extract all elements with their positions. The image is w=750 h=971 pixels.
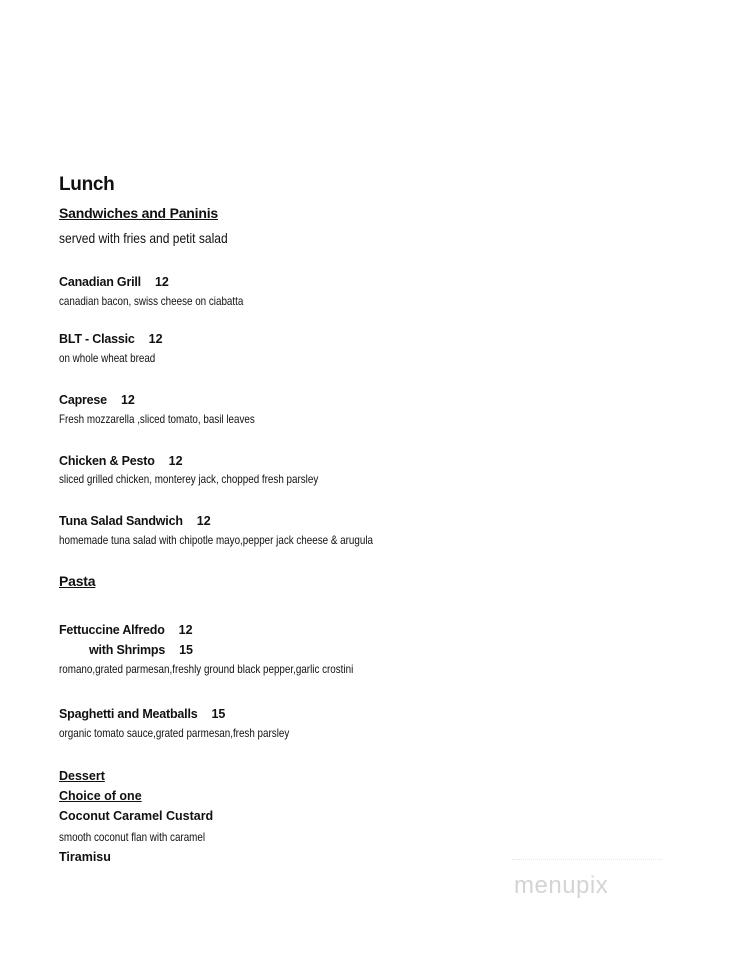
dessert-item-name: Coconut Caramel Custard [59, 809, 214, 823]
menu-item [59, 330, 163, 348]
item-name: Canadian Grill [59, 275, 141, 289]
item-price: 12 [178, 623, 193, 637]
item-description: sliced grilled chicken, monterey jack, chopped fresh parsley [59, 472, 319, 486]
item-price: 12 [120, 393, 135, 407]
item-name: Chicken & Pesto [59, 454, 155, 468]
menu-item [59, 391, 135, 409]
item-name: Caprese [59, 393, 107, 407]
menu-item [59, 621, 193, 639]
item-description: organic tomato sauce,grated parmesan,fresh parsley [59, 726, 290, 740]
menu-item [59, 705, 225, 723]
section-subtitle: served with fries and petit salad [59, 230, 228, 246]
item-name: Fettuccine Alfredo [59, 623, 165, 637]
item-description: homemade tuna salad with chipotle mayo,pepper jack cheese & arugula [59, 533, 373, 547]
section-heading-dessert: Dessert [59, 769, 105, 783]
item-description: romano,grated parmesan,freshly ground black pepper,garlic crostini [59, 662, 354, 676]
section-heading-sandwiches: Sandwiches and Paninis [59, 205, 218, 221]
item-description: canadian bacon, swiss cheese on ciabatta [59, 294, 244, 308]
item-name: BLT - Classic [59, 332, 135, 346]
variant-name: with Shrimps [89, 643, 166, 657]
menu-item [59, 452, 183, 470]
menu-item-variant [89, 641, 193, 659]
item-name: Spaghetti and Meatballs [59, 707, 198, 721]
item-name: Tuna Salad Sandwich [59, 514, 183, 528]
item-description: Fresh mozzarella ,sliced tomato, basil leaves [59, 412, 255, 426]
watermark-rule [512, 859, 662, 861]
item-price: 12 [154, 275, 169, 289]
item-price: 12 [196, 514, 211, 528]
item-price: 15 [211, 707, 226, 721]
watermark-logo: menupix [514, 872, 609, 899]
item-price: 12 [148, 332, 163, 346]
section-heading-pasta: Pasta [59, 573, 96, 589]
menu-item [59, 512, 211, 530]
dessert-item-name: Tiramisu [59, 850, 111, 864]
menu-item [59, 273, 169, 291]
item-price: 12 [168, 454, 183, 468]
variant-price: 15 [179, 643, 193, 657]
item-description: on whole wheat bread [59, 351, 156, 365]
item-description: smooth coconut flan with caramel [59, 830, 206, 844]
menu-title: Lunch [59, 174, 115, 195]
dessert-choice-label: Choice of one [59, 789, 142, 803]
